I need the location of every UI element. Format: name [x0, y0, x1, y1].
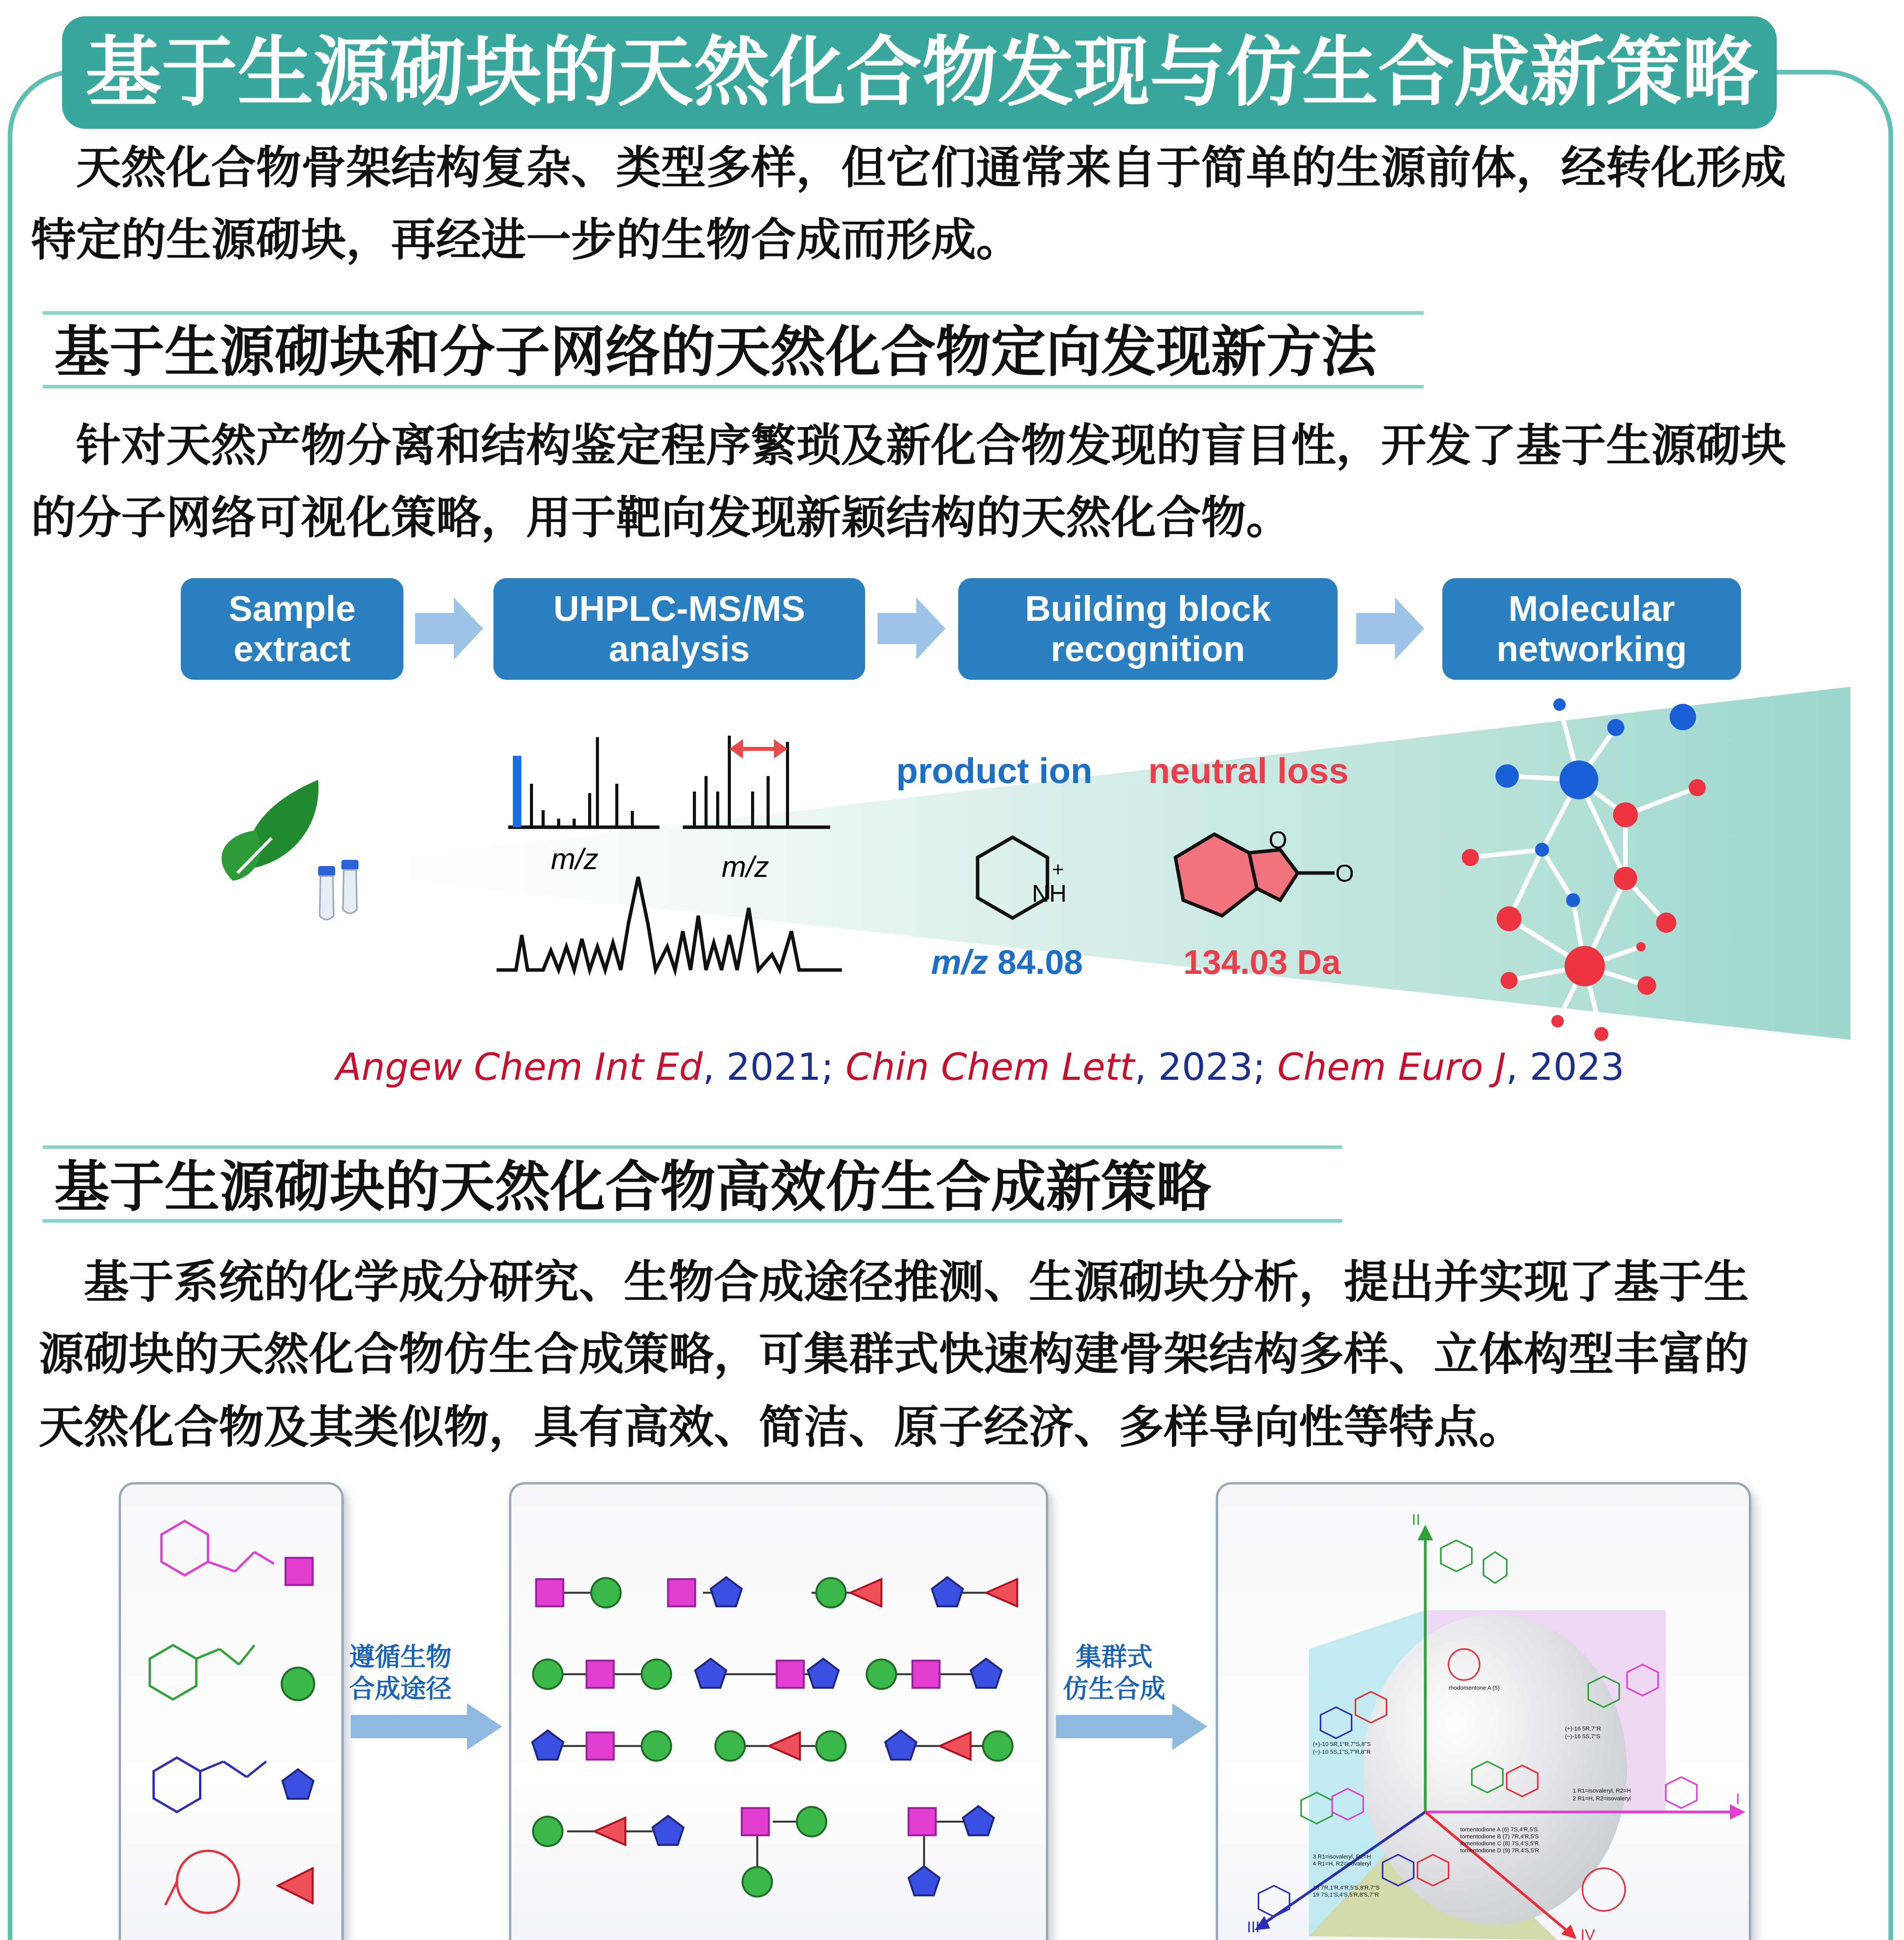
flow-arrow-2: [1056, 1703, 1211, 1750]
compound-label: 2 R1=H, R2=isovaleryl: [1573, 1795, 1631, 1802]
section1-heading: 基于生源砌块和分子网络的天然化合物定向发现新方法: [54, 320, 1376, 384]
product-ion-label: product ion: [896, 751, 1092, 791]
square-block-icon: [286, 1558, 313, 1585]
compound-label: tomentodione A (6) 7S,4'R,5'S: [1460, 1826, 1538, 1833]
intro-line-1: 天然化合物骨架结构复杂、类型多样，但它们通常来自于简单的生源前体，经转化形成: [76, 142, 1786, 194]
section1-line-2: 的分子网络可视化策略，用于靶向发现新颖结构的天然化合物。: [31, 492, 1291, 544]
mz-label-2: m/z: [722, 850, 769, 883]
step-arrow-2: [878, 598, 947, 660]
section1-references: Angew Chem Int Ed, 2021; Chin Chem Lett, 2023; Chem Euro J, 2023: [336, 1045, 1625, 1089]
section2-line-1: 基于系统的化学成分研究、生物合成途径推测、生源砌块分析，提出并实现了基于生: [84, 1256, 1749, 1308]
section2-rule-bottom: [43, 1219, 1342, 1223]
pentagon-block-icon: [282, 1769, 313, 1799]
block-combination-shapes: [509, 1482, 1048, 1940]
plant-leaf-icon: [222, 780, 318, 881]
step-building-block-recognition: Building block recognition: [958, 578, 1338, 680]
neutral-loss-value: 134.03 Da: [1183, 943, 1341, 981]
ion-plus-text: +: [1052, 858, 1064, 881]
compound-label: 19 7S,1'S,4'S,5'R,8'S,7''R: [1313, 1892, 1379, 1898]
step-uhplc-analysis: UHPLC-MS/MS analysis: [493, 578, 865, 680]
compound-label: rhodomentone A (5): [1449, 1685, 1500, 1691]
compound-label: (−)-10 5S,1''S,7''R,8''R: [1313, 1749, 1371, 1755]
section1-line-1: 针对天然产物分离和结构鉴定程序繁琐及新化合物发现的盲目性，开发了基于生源砌块: [76, 419, 1786, 472]
ion-nh-text: NH: [1032, 880, 1067, 907]
intro-line-2: 特定的生源砌块，再经进一步的生物合成而形成。: [31, 214, 1021, 266]
section2-heading: 基于生源砌块的天然化合物高效仿生合成新策略: [54, 1155, 1211, 1219]
step-arrow-3: [1356, 598, 1426, 660]
triangle-block-icon: [278, 1868, 313, 1903]
section1-rule-bottom: [43, 385, 1424, 388]
syncarpic-structure: [150, 1645, 254, 1699]
compound-label: tomentodione C (8) 7S,4'S,5'R: [1460, 1840, 1539, 1847]
discovery-illustration: [0, 683, 1904, 1048]
compound-label: (+)-10 5R,1''R,7''S,8''S: [1313, 1741, 1371, 1748]
section2-line-3: 天然化合物及其类似物，具有高效、简洁、原子经济、多样导向性等特点。: [39, 1401, 1524, 1453]
building-blocks-structures: [119, 1482, 344, 1940]
compound-label: 3 R1=isovaleryl, R2=H: [1313, 1853, 1371, 1860]
page-title: 基于生源砌块的天然化合物发现与仿生合成新策略: [62, 16, 1777, 129]
triketone-structure: [154, 1758, 266, 1812]
section2-rule-top: [43, 1145, 1342, 1149]
step-molecular-networking: Molecular networking: [1442, 578, 1741, 680]
axis-label-3: III: [1247, 1919, 1260, 1936]
compound-label: tomentodione D (9) 7R,4'S,5'R: [1460, 1847, 1539, 1854]
compound-label: (+)-16 5R,7''R: [1565, 1725, 1601, 1732]
compound-label: 1 R1=isovaleryl, R2=H: [1573, 1788, 1631, 1794]
step-arrow-1: [415, 598, 485, 660]
compound-label: tomentodione B (7) 7R,4'R,5'S: [1460, 1833, 1539, 1840]
axis-label-1: I: [1736, 1791, 1740, 1808]
highlight-peak: [513, 756, 521, 827]
flow-label-cluster-synthesis: 集群式 仿生合成: [1063, 1642, 1165, 1704]
flow-arrow-1: [351, 1703, 506, 1750]
compound-label: 4 R1=H, R2=isovaleryl: [1313, 1860, 1371, 1867]
ion-mz-value: m/z 84.08: [931, 943, 1083, 981]
flow-label-biosynthesis: 遵循生物 合成途径: [349, 1642, 452, 1704]
section2-line-2: 源砌块的天然化合物仿生合成策略，可集群式快速构建骨架结构多样、立体构型丰富的: [39, 1328, 1749, 1381]
phloroglucinol-structure: [161, 1521, 274, 1575]
step-sample-extract: Sample extract: [181, 578, 403, 680]
compound-label: (−)-16 5S,7''S: [1565, 1733, 1601, 1740]
circle-block-icon: [282, 1668, 314, 1700]
section1-rule-top: [43, 311, 1424, 315]
lactone-o-text: O: [1335, 860, 1354, 887]
axis-label-4: IV: [1580, 1926, 1595, 1940]
lactone-ring-o-text: O: [1269, 827, 1288, 854]
axis-label-2: II: [1412, 1511, 1421, 1528]
natural-products-diagram: [1216, 1482, 1751, 1940]
neutral-loss-label: neutral loss: [1148, 751, 1349, 791]
compound-label: 18 7R,1'R,4'R,5'S,8'R,7''S: [1313, 1885, 1380, 1891]
sesquiterpene-structure: [165, 1851, 239, 1913]
mz-label-1: m/z: [551, 843, 599, 876]
